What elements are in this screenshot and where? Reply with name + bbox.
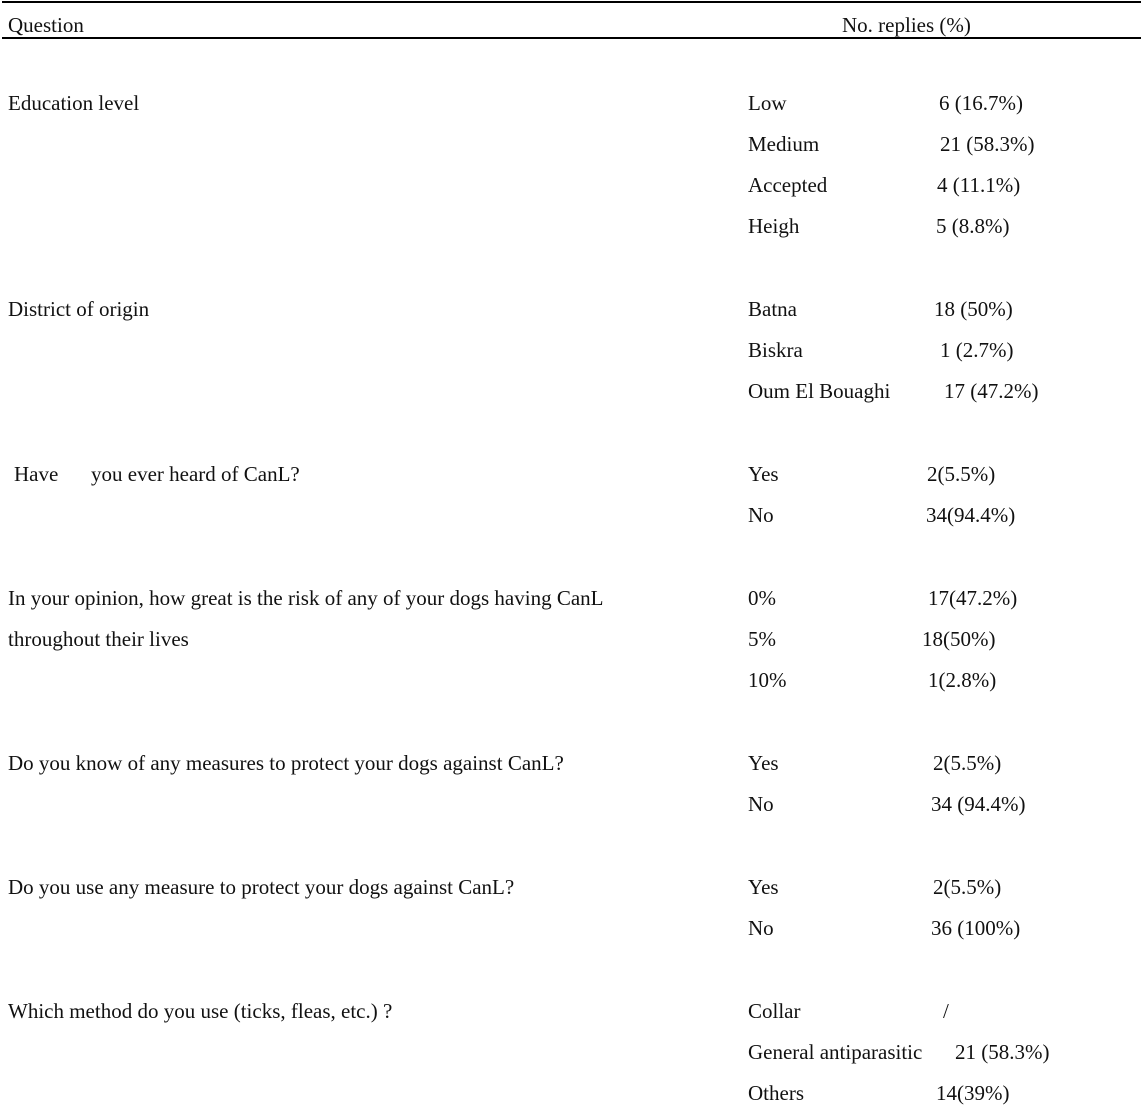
answer-row bbox=[748, 124, 1138, 165]
question-cell: District of origin bbox=[8, 297, 150, 321]
answer-value: 21 (58.3%) bbox=[955, 1040, 1050, 1064]
answer-label: Biskra bbox=[748, 338, 803, 362]
answers-cell bbox=[748, 289, 1138, 412]
answer-value: 4 (11.1%) bbox=[937, 173, 1021, 197]
answer-value: 1 (2.7%) bbox=[940, 338, 1014, 362]
answer-value: 6 (16.7%) bbox=[939, 91, 1023, 115]
question-cell: Which method do you use (ticks, fleas, etc.) ? bbox=[8, 999, 393, 1023]
answer-row bbox=[748, 660, 1138, 701]
answer-row bbox=[748, 454, 1138, 495]
question-text-part: you ever heard of CanL? bbox=[91, 462, 300, 486]
answer-label: Yes bbox=[748, 875, 779, 899]
header-rule bbox=[2, 37, 1141, 39]
question-line: throughout their lives bbox=[8, 627, 189, 651]
column-header-question: Question bbox=[8, 13, 84, 37]
answer-row bbox=[748, 867, 1138, 908]
answer-value: 2(5.5%) bbox=[933, 751, 1002, 775]
question-cell: Do you use any measure to protect your dogs against CanL? bbox=[8, 875, 515, 899]
answer-label: Oum El Bouaghi bbox=[748, 379, 891, 403]
answer-label: Others bbox=[748, 1081, 804, 1105]
answer-value: 5 (8.8%) bbox=[936, 214, 1010, 238]
answer-label: Accepted bbox=[748, 173, 828, 197]
answer-value: 17(47.2%) bbox=[928, 586, 1018, 610]
answer-value: / bbox=[943, 999, 949, 1023]
answer-label: Low bbox=[748, 91, 787, 115]
question-text-part: Have bbox=[14, 462, 59, 486]
answer-label: Yes bbox=[748, 462, 779, 486]
answer-row bbox=[748, 784, 1138, 825]
answer-row bbox=[748, 330, 1138, 371]
answer-row bbox=[748, 1073, 1138, 1114]
question-line: In your opinion, how great is the risk of any of your dogs having CanL bbox=[8, 586, 604, 610]
answer-label: 0% bbox=[748, 586, 776, 610]
answer-row bbox=[748, 165, 1138, 206]
answer-row bbox=[748, 371, 1138, 412]
answers-cell bbox=[748, 578, 1138, 701]
answer-row bbox=[748, 619, 1138, 660]
answer-value: 18 (50%) bbox=[934, 297, 1013, 321]
answer-value: 34 (94.4%) bbox=[931, 792, 1026, 816]
answer-row bbox=[748, 1032, 1138, 1073]
answer-label: Heigh bbox=[748, 214, 800, 238]
answer-label: Medium bbox=[748, 132, 820, 156]
answer-value: 1(2.8%) bbox=[928, 668, 997, 692]
answer-row bbox=[748, 578, 1138, 619]
answer-label: Batna bbox=[748, 297, 797, 321]
answer-row bbox=[748, 289, 1138, 330]
answer-value: 18(50%) bbox=[922, 627, 996, 651]
answers-cell bbox=[748, 454, 1138, 536]
answer-value: 2(5.5%) bbox=[933, 875, 1002, 899]
question-cell: Education level bbox=[8, 91, 140, 115]
answer-label: 10% bbox=[748, 668, 787, 692]
answers-cell bbox=[748, 867, 1138, 949]
column-header-replies: No. replies (%) bbox=[842, 13, 971, 37]
table-top-rule bbox=[2, 1, 1141, 3]
answer-label: Yes bbox=[748, 751, 779, 775]
answers-cell bbox=[748, 743, 1138, 825]
answer-row bbox=[748, 743, 1138, 784]
answer-label: Collar bbox=[748, 999, 801, 1023]
answer-row bbox=[748, 991, 1138, 1032]
answer-value: 17 (47.2%) bbox=[944, 379, 1039, 403]
answer-row bbox=[748, 206, 1138, 247]
question-cell: Do you know of any measures to protect your dogs against CanL? bbox=[8, 751, 564, 775]
answer-label: No bbox=[748, 503, 774, 527]
answers-cell bbox=[748, 83, 1138, 247]
answer-row bbox=[748, 908, 1138, 949]
answer-label: No bbox=[748, 916, 774, 940]
answer-label: No bbox=[748, 792, 774, 816]
question-cell bbox=[8, 578, 708, 660]
answer-value: 2(5.5%) bbox=[927, 462, 996, 486]
answer-value: 14(39%) bbox=[936, 1081, 1010, 1105]
answer-value: 36 (100%) bbox=[931, 916, 1021, 940]
answer-value: 21 (58.3%) bbox=[940, 132, 1035, 156]
answer-row bbox=[748, 83, 1138, 124]
answer-label: General antiparasitic bbox=[748, 1040, 923, 1064]
answer-value: 34(94.4%) bbox=[926, 503, 1016, 527]
answers-cell bbox=[748, 991, 1138, 1114]
answer-label: 5% bbox=[748, 627, 776, 651]
answer-row bbox=[748, 495, 1138, 536]
